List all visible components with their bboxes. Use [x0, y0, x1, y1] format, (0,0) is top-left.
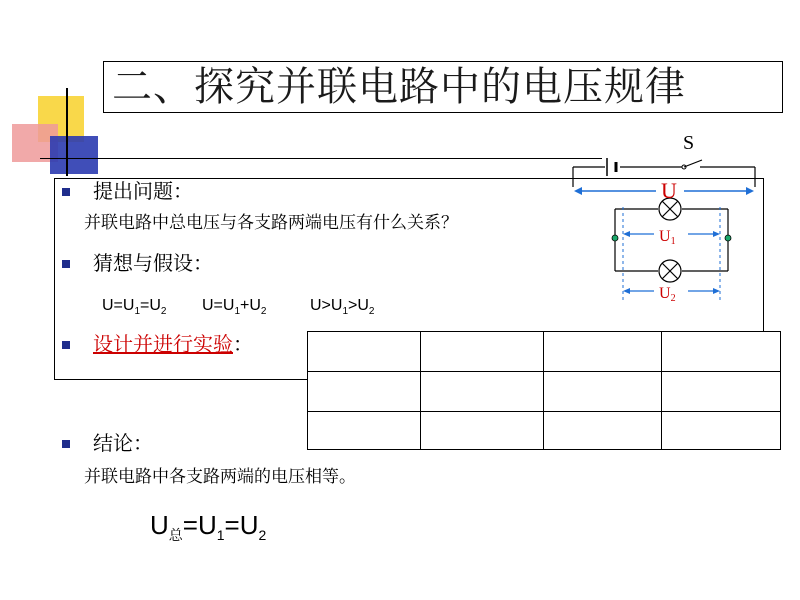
table-cell[interactable] [544, 372, 662, 412]
bullet-question [62, 188, 70, 196]
experiment-heading [93, 332, 253, 356]
question-text: 并联电路中总电压与各支路两端电压有什么关系？ [84, 213, 458, 233]
hypothesis-2: $U=U_1+U_2$ [202, 297, 267, 318]
conclusion-text: 并联电路中各支路两端的电压相等。 [84, 467, 356, 487]
table-cell[interactable] [662, 412, 781, 450]
table-cell[interactable] [308, 412, 421, 450]
question-heading: 提出问题： [93, 179, 193, 203]
table-cell[interactable] [420, 332, 544, 372]
switch-lever [684, 160, 702, 167]
table-cell[interactable] [308, 332, 421, 372]
table-cell[interactable] [662, 372, 781, 412]
bullet-hypothesis [62, 260, 70, 268]
bullet-experiment [62, 341, 70, 349]
table-cell[interactable] [544, 332, 662, 372]
hypothesis-heading: 猜想与假设： [93, 251, 213, 275]
table-row [308, 372, 781, 412]
table-cell[interactable] [420, 412, 544, 450]
probe-dashes [623, 207, 720, 300]
conclusion-heading: 结论： [93, 431, 153, 455]
decor-blue-square [50, 136, 98, 174]
bullet-conclusion [62, 440, 70, 448]
page-title: 二、探究并联电路中的电压规律 [112, 64, 686, 110]
decor-vertical-line [66, 88, 68, 176]
node-right [725, 235, 731, 241]
circuit-diagram [560, 125, 770, 310]
total-voltage-label: U [661, 178, 677, 203]
final-formula: $U_总=U_1=U_2$ [150, 510, 267, 544]
data-table [307, 331, 781, 450]
title-box [103, 61, 783, 113]
hypothesis-3: $U>U_1>U_2$ [310, 297, 375, 318]
table-row [308, 332, 781, 372]
branch2-voltage-label: U2 [659, 285, 676, 304]
hypothesis-1: $U=U_1=U_2$ [102, 297, 167, 318]
experiment-heading-text: 设计并进行实验 [93, 332, 233, 356]
branch1-voltage-label: U1 [659, 228, 676, 247]
lamp-2-icon [659, 260, 681, 282]
table-cell[interactable] [662, 332, 781, 372]
table-cell[interactable] [420, 372, 544, 412]
switch-label: S [683, 132, 695, 154]
decor-horizontal-line [40, 158, 602, 159]
node-left [612, 235, 618, 241]
experiment-colon: ： [233, 332, 253, 356]
table-cell[interactable] [544, 412, 662, 450]
table-row [308, 412, 781, 450]
table-cell[interactable] [308, 372, 421, 412]
